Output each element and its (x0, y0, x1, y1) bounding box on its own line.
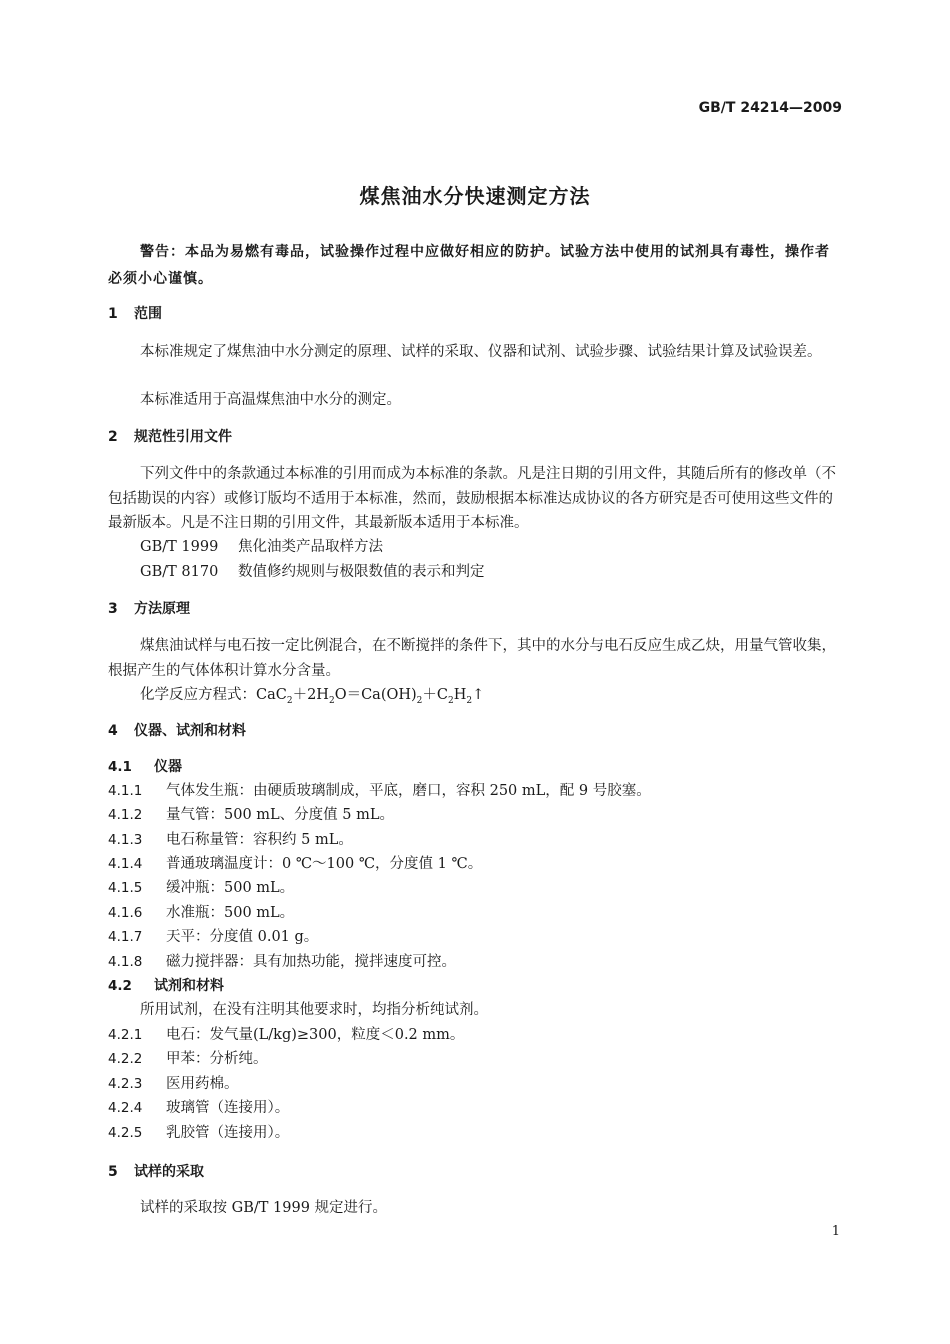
section-1-paragraph-1: 本标准规定了煤焦油中水分测定的原理、试样的采取、仪器和试剂、试验步骤、试验结果计算及试验误差。 (140, 344, 822, 360)
clause-number: 4.2.1 (108, 1027, 143, 1043)
section-number: 5 (108, 1164, 118, 1180)
clause-number: 4.1.6 (108, 905, 143, 921)
equation-part: O＝Ca(OH) (334, 687, 417, 703)
equation-subscript: 2 (416, 695, 423, 706)
subsection-4-1-heading (108, 755, 842, 779)
reference-code: GB/T 1999 (140, 539, 219, 555)
clause-item (108, 852, 842, 876)
page-number: 1 (831, 1224, 840, 1239)
clause-number: 4.1.2 (108, 807, 143, 823)
subsection-4-2-intro: 所用试剂，在没有注明其他要求时，均指分析纯试剂。 (140, 1002, 488, 1018)
clause-text: 普通玻璃温度计：0 ℃～100 ℃，分度值 1 ℃。 (166, 856, 483, 872)
clause-number: 4.1.4 (108, 856, 143, 872)
section-title: 试样的采取 (134, 1164, 204, 1180)
section-3-heading (108, 597, 842, 621)
clause-number: 4.2.5 (108, 1125, 143, 1141)
clause-number: 4.1.3 (108, 832, 143, 848)
equation-part: H (453, 687, 467, 703)
reference-name: 数值修约规则与极限数值的表示和判定 (238, 564, 485, 580)
up-arrow-icon: ↑ (472, 687, 485, 703)
clause-item (108, 1047, 842, 1071)
clause-text: 磁力搅拌器：具有加热功能，搅拌速度可控。 (166, 954, 456, 970)
clause-item (108, 876, 842, 900)
clause-text: 气体发生瓶：由硬质玻璃制成，平底，磨口，容积 250 mL，配 9 号胶塞。 (166, 783, 651, 799)
clause-text: 缓冲瓶：500 mL。 (166, 880, 295, 896)
document-title: 煤焦油水分快速测定方法 (359, 184, 591, 208)
clause-text: 天平：分度值 0.01 g。 (166, 929, 319, 945)
section-title: 仪器、试剂和材料 (134, 723, 246, 739)
reference-item (108, 560, 874, 584)
section-title: 规范性引用文件 (134, 429, 232, 445)
clause-number: 4.1.8 (108, 954, 143, 970)
clause-item (108, 828, 842, 852)
equation-part: ＋C (422, 687, 449, 703)
section-number: 3 (108, 601, 118, 617)
clause-item (108, 1121, 842, 1145)
subsection-title: 仪器 (154, 759, 182, 775)
clause-text: 量气管：500 mL、分度值 5 mL。 (166, 807, 394, 823)
warning-text: 警告：本品为易燃有毒品，试验操作过程中应做好相应的防护。试验方法中使用的试剂具有毒性，操作者必须小心谨慎。 (108, 244, 830, 287)
chemical-equation (108, 683, 874, 713)
clause-number: 4.1.5 (108, 880, 143, 896)
clause-text: 乳胶管（连接用）。 (166, 1125, 290, 1141)
subsection-4-2-heading (108, 974, 842, 998)
reference-item (108, 535, 874, 559)
equation-part: CaC (256, 687, 287, 703)
equation-subscript: 2 (448, 695, 454, 706)
section-2-heading (108, 425, 842, 449)
clause-text: 玻璃管（连接用）。 (166, 1100, 290, 1116)
clause-text: 甲苯：分析纯。 (166, 1051, 268, 1067)
clause-text: 电石：发气量(L/kg)≥300，粒度＜0.2 mm。 (166, 1027, 465, 1043)
equation-label: 化学反应方程式： (140, 687, 256, 703)
clause-number: 4.2.4 (108, 1100, 143, 1116)
clause-item (108, 1072, 842, 1096)
equation-subscript: 2 (286, 695, 293, 706)
section-5-paragraph-1: 试样的采取按 GB/T 1999 规定进行。 (140, 1200, 388, 1216)
reference-name: 焦化油类产品取样方法 (238, 539, 383, 555)
clause-item (108, 1023, 842, 1047)
equation-subscript: 2 (328, 695, 335, 706)
section-3-paragraph-1: 煤焦油试样与电石按一定比例混合，在不断搅拌的条件下，其中的水分与电石反应生成乙炔，用量气管收集，根据产生的气体体积计算水分含量。 (108, 638, 836, 679)
section-title: 范围 (134, 306, 162, 322)
section-title: 方法原理 (134, 601, 190, 617)
subsection-number: 4.1 (108, 759, 132, 775)
subsection-number: 4.2 (108, 978, 132, 994)
clause-item (108, 803, 842, 827)
clause-text: 水准瓶：500 mL。 (166, 905, 295, 921)
clause-text: 电石称量管：容积约 5 mL。 (166, 832, 353, 848)
section-5-heading (108, 1160, 842, 1184)
section-2-paragraph-1: 下列文件中的条款通过本标准的引用而成为本标准的条款。凡是注日期的引用文件，其随后所有的修改单（不包括勘误的内容）或修订版均不适用于本标准，然而，鼓励根据本标准达成协议的各方研究是否可使用这些文件的最新版本。凡是不注日期的引用文件，其最新版本适用于本标准。 (108, 466, 836, 531)
clause-item (108, 950, 842, 974)
reference-code: GB/T 8170 (140, 564, 219, 580)
section-number: 2 (108, 429, 118, 445)
standard-number: GB/T 24214—2009 (698, 100, 842, 116)
equation-subscript: 2 (466, 695, 473, 706)
section-number: 4 (108, 723, 118, 739)
clause-item (108, 1096, 842, 1120)
clause-item (108, 901, 842, 925)
clause-number: 4.2.2 (108, 1051, 143, 1067)
section-number: 1 (108, 306, 118, 322)
clause-number: 4.1.1 (108, 783, 143, 799)
clause-item (108, 779, 842, 803)
subsection-title: 试剂和材料 (154, 978, 224, 994)
section-1-paragraph-2: 本标准适用于高温煤焦油中水分的测定。 (140, 392, 401, 408)
section-4-heading (108, 719, 842, 743)
equation-part: ＋2H (292, 687, 329, 703)
clause-number: 4.2.3 (108, 1076, 143, 1092)
clause-number: 4.1.7 (108, 929, 143, 945)
clause-text: 医用药棉。 (166, 1076, 239, 1092)
clause-item (108, 925, 842, 949)
section-1-heading (108, 302, 842, 326)
